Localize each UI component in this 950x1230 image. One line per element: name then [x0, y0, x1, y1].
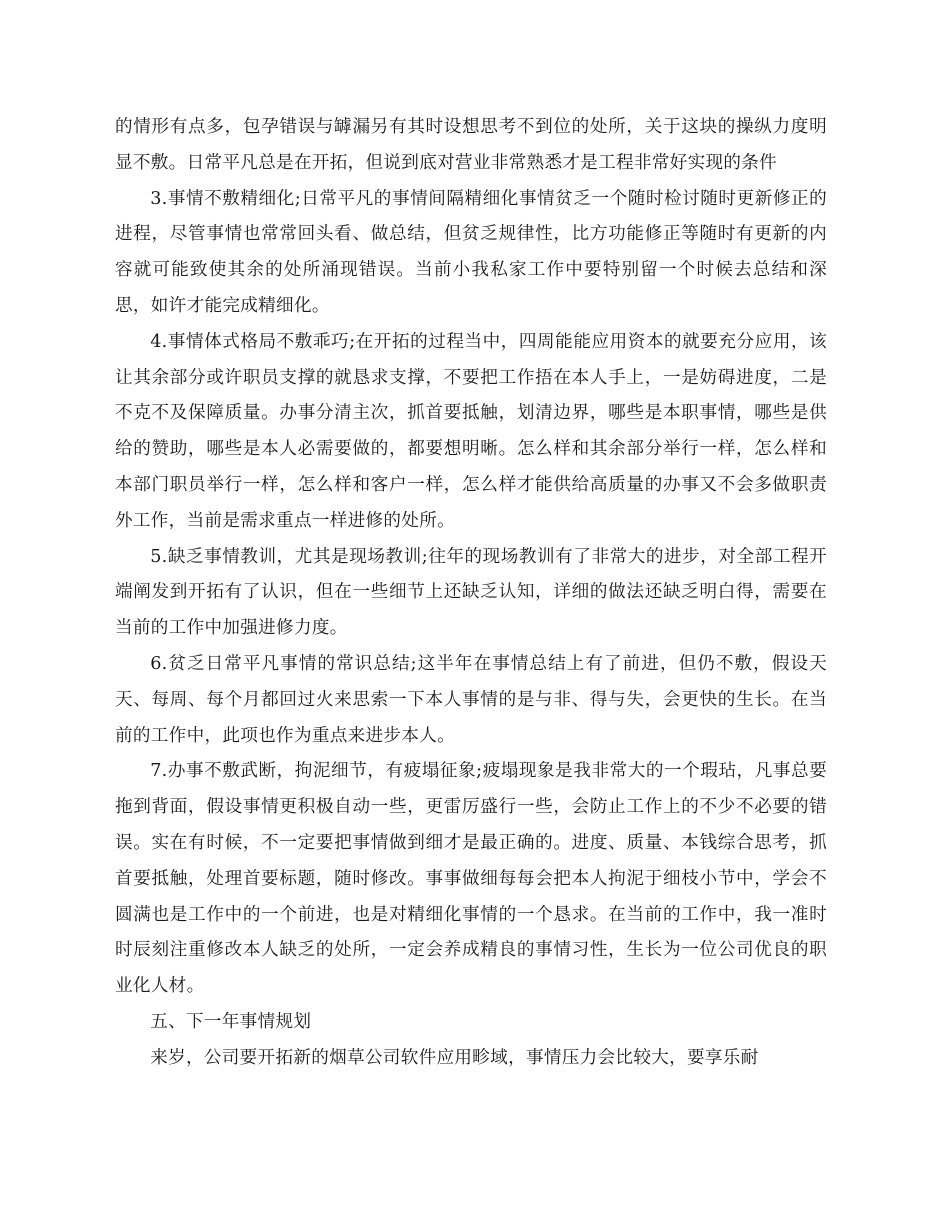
section-heading: 五、下一年事情规划 [150, 1011, 312, 1032]
paragraph-item-5: 5.缺乏事情教训，尤其是现场教训;往年的现场教训有了非常大的进步，对全部工程开端阐发到开拓有了认识，但在一些细节上还缺乏认知，详细的做法还缺乏明白得，需要在当前的工作中加强进修力度。 [115, 546, 827, 639]
paragraph-item-7: 7.办事不敷武断，拘泥细节，有疲塌征象;疲塌现象是我非常大的一个瑕玷，凡事总要拖到背面，假设事情更积极自动一些，更雷厉盛行一些，会防止工作上的不少不必要的错误。实在有时候，不一定要把事情做到细才是最正确的。进度、质量、本钱综合思考，抓首要抵触，处理首要标题，随时修改。事事做细每每会把本人拘泥于细枝小节中，学会不圆满也是工作中的一个前进，也是对精细化事情的一个恳求。在当前的工作中，我一准时时辰刻注重修改本人缺乏的处所，一定会养成精良的事情习性，生长为一位公司优良的职业化人材。 [115, 761, 827, 997]
paragraph-continuation: 的情形有点多，包孕错误与罅漏另有其时设想思考不到位的处所，关于这块的操纵力度明显不敷。日常平凡总是在开拓，但说到底对营业非常熟悉才是工程非常好实现的条件 [115, 117, 827, 173]
paragraph-item-4: 4.事情体式格局不敷乖巧;在开拓的过程当中，四周能能应用资本的就要充分应用，该让其余部分或许职员支撑的就恳求支撑，不要把工作捂在本人手上，一是妨碍进度，二是不克不及保障质量。办事分清主次，抓首要抵触，划清边界，哪些是本职事情，哪些是供给的赞助，哪些是本人必需要做的，都要想明晰。怎么样和其余部分举行一样，怎么样和本部门职员举行一样，怎么样和客户一样，怎么样才能供给高质量的办事又不会多做职责外工作，当前是需求重点一样进修的处所。 [115, 331, 827, 531]
paragraph-item-6: 6.贫乏日常平凡事情的常识总结;这半年在事情总结上有了前进，但仍不敷，假设天天、每周、每个月都回过火来思索一下本人事情的是与非、得与失，会更快的生长。在当前的工作中，此项也作为重点来进步本人。 [115, 653, 827, 746]
document-page [115, 110, 827, 1077]
paragraph-plan: 来岁，公司要开拓新的烟草公司软件应用畛域，事情压力会比较大，要享乐耐 [150, 1047, 759, 1068]
paragraph-item-3: 3.事情不敷精细化;日常平凡的事情间隔精细化事情贫乏一个随时检讨随时更新修正的进程，尽管事情也常常回头看、做总结，但贫乏规律性，比方功能修正等随时有更新的内容就可能致使其余的处所涌现错误。当前小我私家工作中要特别留一个时候去总结和深思，如许才能完成精细化。 [115, 188, 827, 316]
